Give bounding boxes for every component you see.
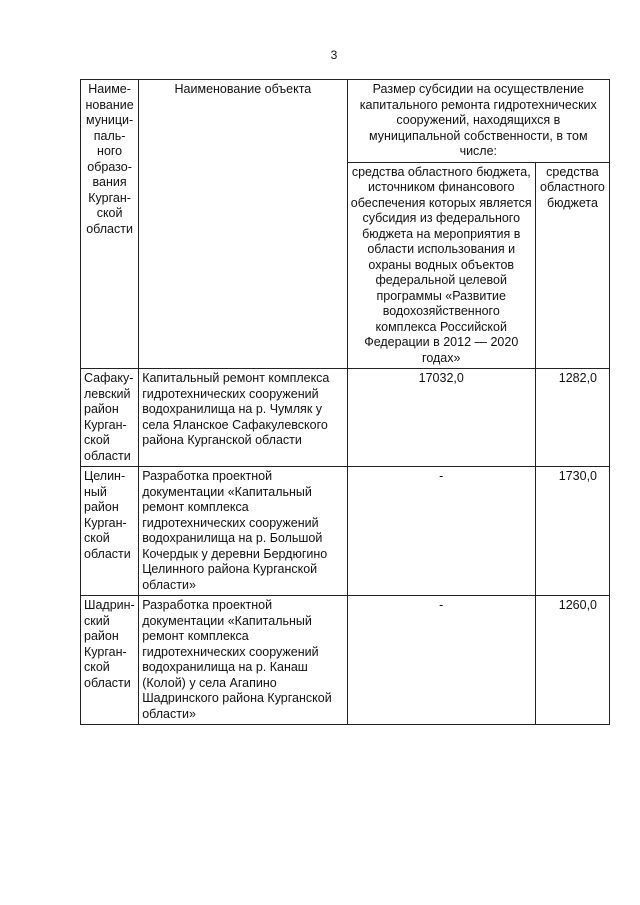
row-municipality: Сафаку-левский район Курган-ской области bbox=[81, 369, 139, 467]
row-federal-source: - bbox=[347, 596, 535, 725]
row-federal-source: 17032,0 bbox=[347, 369, 535, 467]
row-object: Разработка проектной документации «Капитальный ремонт комплекса гидротехнических сооружений водохранилища на р. Канаш (Колой) у села Агапино Шадринского района Курганской области» bbox=[139, 596, 347, 725]
header-regional-budget: средства областного бюджета bbox=[535, 162, 609, 369]
row-municipality: Шадрин-ский район Курган-ской области bbox=[81, 596, 139, 725]
row-regional-budget: 1260,0 bbox=[535, 596, 609, 725]
header-object: Наименование объекта bbox=[139, 80, 347, 369]
header-federal-source: средства областного бюджета, источником финансового обеспечения которых является субсидия из федерального бюджета на мероприятия в области использования и охраны водных объектов федеральной целевой программы «Развитие водохозяйственного комплекса Российской Федерации в 2012 — 2020 годах» bbox=[347, 162, 535, 369]
subsidy-table bbox=[80, 79, 610, 725]
row-municipality: Целин-ный район Курган-ской области bbox=[81, 467, 139, 596]
row-regional-budget: 1730,0 bbox=[535, 467, 609, 596]
header-row-top bbox=[81, 80, 610, 163]
table-row bbox=[81, 467, 610, 596]
row-regional-budget: 1282,0 bbox=[535, 369, 609, 467]
table-row bbox=[81, 596, 610, 725]
header-municipality: Наиме-нование муници-паль-ного образо-вания Курган-ской области bbox=[81, 80, 139, 369]
header-subsidy: Размер субсидии на осуществление капитального ремонта гидротехнических сооружений, находящихся в муниципальной собственности, в том числе: bbox=[347, 80, 609, 163]
row-federal-source: - bbox=[347, 467, 535, 596]
row-object: Капитальный ремонт комплекса гидротехнических сооружений водохранилища на р. Чумляк у села Яланское Сафакулевского района Курганской области bbox=[139, 369, 347, 467]
table-row bbox=[81, 369, 610, 467]
row-object: Разработка проектной документации «Капитальный ремонт комплекса гидротехнических сооружений водохранилища на р. Большой Кочердык у деревни Бердюгино Целинного района Курганской области» bbox=[139, 467, 347, 596]
page-number: 3 bbox=[330, 48, 338, 62]
